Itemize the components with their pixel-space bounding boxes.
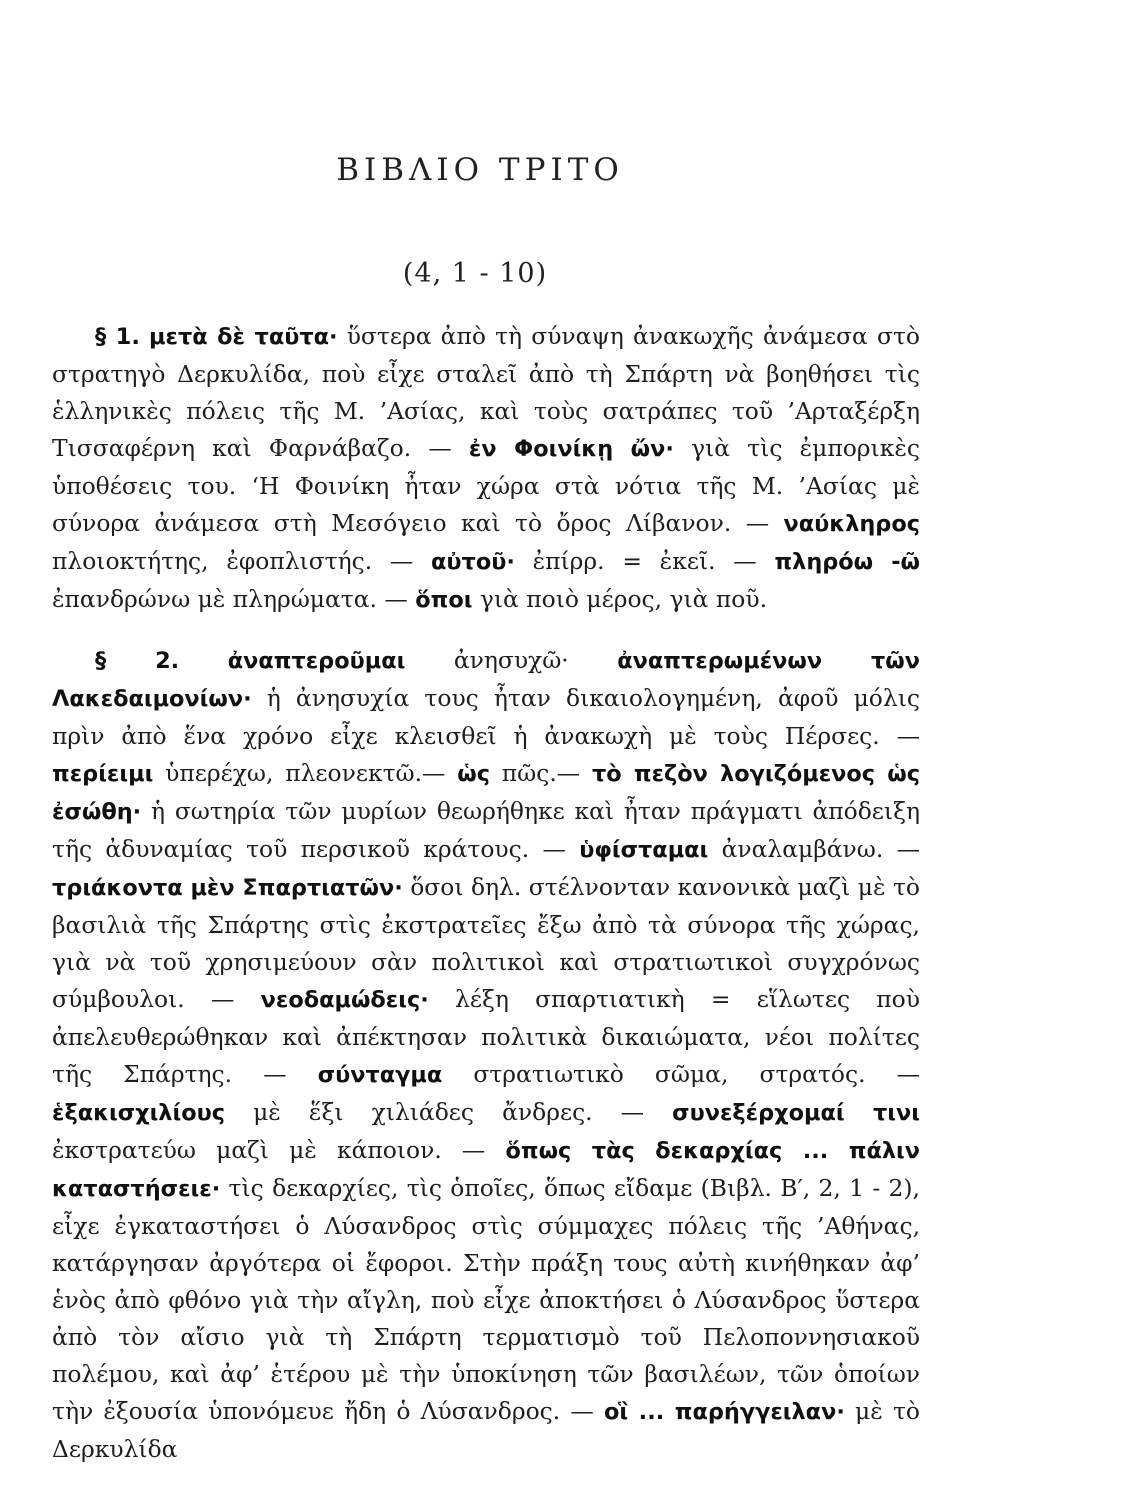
gloss-text: ὕστερα ἀπὸ τὴ σύναψη ἀνακωχῆς ἀνάμεσα στὸ στρατηγὸ Δερκυλίδα, ποὺ εἶχε σταλεῖ ἀπὸ τὴ Σπάρτη νὰ βοηθήσει τὶς ἑλληνικὲς πόλεις τῆς Μ. ’Ασίας, καὶ τοὺς σατράπες τοῦ ’Αρταξέρξη Τισσαφέρνη καὶ Φαρνάβαζο. — <box>52 322 921 462</box>
gloss-text: τὶς δεκαρχίες, τὶς ὁποῖες, ὅπως εἴδαμε (Βιβλ. Β′, 2, 1 - 2), εἶχε ἐγκαταστήσει ὁ Λύσανδρος στὶς σύμμαχες πόλεις τῆς ’Αθήνας, κατάργησαν ἀργότερα οἱ ἔφοροι. Στὴν πράξη τους αὐτὴ κινήθηκαν ἀφ’ ἑνὸς ἀπὸ φθόνο γιὰ τὴν αἴγλη, ποὺ εἶχε ἀποκτήσει ὁ Λύσανδρος ὕστερα ἀπὸ τὸν αἴσιο γιὰ τὴ Σπάρτη τερματισμὸ τοῦ Πελοποννησιακοῦ πολέμου, καὶ ἀφ’ ἑτέρου μὲ τὴν ὑποκίνηση τῶν βασιλέων, τῶν ὁποίων τὴν ἐξουσία ὑπονόμευε ἤδη ὁ Λύσανδρος. — <box>52 1174 920 1425</box>
chapter-range: (4, 1 - 10) <box>402 258 548 289</box>
lemma: αὐτοῦ· <box>431 549 515 575</box>
gloss-text: ἡ σωτηρία τῶν μυρίων θεωρήθηκε καὶ ἦταν πράγματι ἀπόδειξη τῆς ἀδυναμίας τοῦ περσικοῦ κράτους. — <box>52 797 920 863</box>
gloss-text: ἐπανδρώνω μὲ πληρώματα. — <box>52 585 416 613</box>
lemma: ἑξακισχιλίους <box>52 1100 225 1126</box>
lemma: ἀναπτεροῦμαι <box>227 648 406 674</box>
gloss-text: ὅσοι δηλ. στέλνονταν κανονικὰ μαζὶ μὲ τὸ βασιλιὰ τῆς Σπάρτης στὶς ἐκστρατεῖες ἔξω ἀπὸ τὰ σύνορα τῆς χώρας, γιὰ νὰ τοῦ χρησιμεύουν σὰν πολιτικοὶ καὶ στρατιωτικοὶ συγχρόνως σύμβουλοι. — <box>52 873 920 1013</box>
gloss-text: στρατιωτικὸ σῶμα, στρατός. — <box>442 1060 920 1088</box>
section-number: § 1. <box>95 324 140 350</box>
gloss-text: γιὰ ποιὸ μέρος, γιὰ ποῦ. <box>472 585 768 613</box>
lemma: μετὰ δὲ ταῦτα· <box>149 324 338 350</box>
gloss-text: ἀνησυχῶ· <box>405 646 618 674</box>
lemma: ναύκληρος <box>783 511 920 537</box>
gloss-text: πῶς.— <box>489 759 593 787</box>
lemma: ὅποι <box>415 587 473 613</box>
lemma: ὑφίσταμαι <box>579 837 709 863</box>
gloss-text: μὲ τὸ Δερκυλίδα <box>52 1397 921 1463</box>
commentary-body <box>52 318 920 1468</box>
gloss-text: ἐκστρατεύω μαζὶ μὲ κάποιον. — <box>52 1136 506 1164</box>
commentary-paragraph <box>52 642 920 1468</box>
lemma: περίειμι <box>52 761 154 787</box>
gloss-text: ὑπερέχω, πλεονεκτῶ.— <box>153 759 458 787</box>
lemma: τριάκοντα μὲν Σπαρτιατῶν· <box>52 875 403 901</box>
lemma: οἳ ... παρήγγειλαν· <box>604 1399 845 1425</box>
gloss-text: λέξη σπαρτιατικὴ = εἵλωτες ποὺ ἀπελευθερώθηκαν καὶ ἀπέκτησαν πολιτικὰ δικαιώματα, νέοι πολίτες τῆς Σπάρτης. — <box>52 985 920 1088</box>
gloss-text: μὲ ἕξι χιλιάδες ἄνδρες. — <box>224 1098 673 1126</box>
gloss-text: ἀναλαμβάνω. — <box>708 835 920 863</box>
lemma: συνεξέρχομαί τινι <box>672 1100 920 1126</box>
section-number: § 2. <box>95 648 180 674</box>
lemma: τὸ πεζὸν λογιζόμενος ὡς ἐσώθη· <box>52 761 920 825</box>
lemma: πληρόω -ῶ <box>774 549 920 575</box>
gloss-text: πλοιοκτήτης, ἐφοπλιστής. — <box>52 547 432 575</box>
commentary-paragraph <box>52 318 920 619</box>
gloss-text: ἡ ἀνησυχία τους ἦταν δικαιολογημένη, ἀφοῦ μόλις πρὶν ἀπὸ ἕνα χρόνο εἶχε κλεισθεῖ ἡ ἀνακωχὴ μὲ τοὺς Πέρσες. — <box>52 684 920 750</box>
chapter-title: ΒΙΒΛΙΟ ΤΡΙΤΟ <box>336 152 624 188</box>
lemma: ὅπως τὰς δεκαρχίας ... πάλιν καταστήσειε· <box>52 1138 920 1202</box>
lemma: ὡς <box>457 761 490 787</box>
lemma: νεοδαμώδεις· <box>260 987 429 1013</box>
lemma: ἐν Φοινίκῃ ὤν· <box>468 436 674 462</box>
gloss-text: γιὰ τὶς ἐμπορικὲς ὑποθέσεις του. ‘Η Φοινίκη ἦταν χώρα στὰ νότια τῆς Μ. ’Ασίας μὲ σύνορα ἀνάμεσα στὴ Μεσόγειο καὶ τὸ ὄρος Λίβανον. — <box>52 434 920 537</box>
lemma: ἀναπτερωμένων τῶν Λακεδαιμονίων· <box>52 648 921 712</box>
gloss-text: ἐπίρρ. = ἐκεῖ. — <box>514 547 775 575</box>
lemma: σύνταγμα <box>317 1062 443 1088</box>
